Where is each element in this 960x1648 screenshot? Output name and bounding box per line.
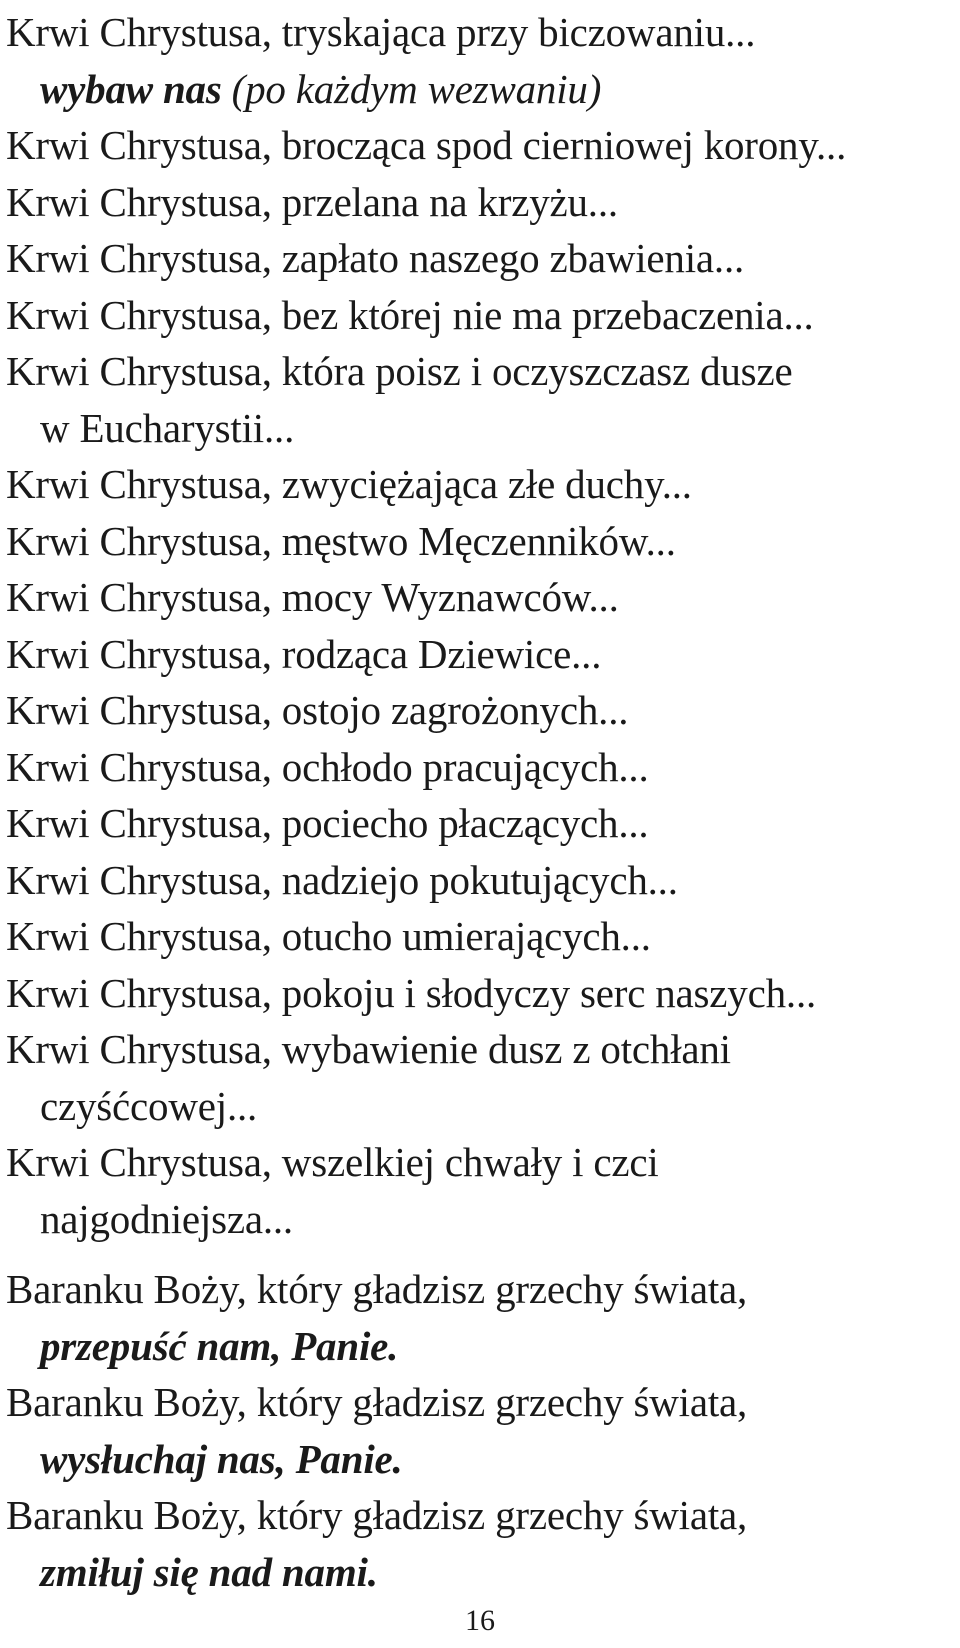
invocation-continuation: najgodniejsza...	[40, 1195, 293, 1242]
invocation-line: Krwi Chrystusa, zwyciężająca złe duchy...	[6, 461, 692, 507]
invocation-line: Krwi Chrystusa, która poisz i oczyszczasz dusze	[6, 348, 793, 394]
invocation-line: Krwi Chrystusa, pociecho płaczących...	[6, 800, 649, 846]
agnus-dei-response: zmiłuj się nad nami.	[40, 1548, 378, 1595]
agnus-dei-line: Baranku Boży, który gładzisz grzechy świata,	[6, 1492, 748, 1538]
invocation-line: Krwi Chrystusa, otucho umierających...	[6, 913, 651, 959]
invocation-line: Krwi Chrystusa, pokoju i słodyczy serc naszych...	[6, 969, 817, 1016]
agnus-dei-line: Baranku Boży, który gładzisz grzechy świata,	[6, 1266, 748, 1312]
litany-text	[6, 4, 956, 1600]
invocation-line: Krwi Chrystusa, tryskająca przy biczowaniu...	[6, 9, 756, 55]
invocation-line: Krwi Chrystusa, wybawienie dusz z otchłani	[6, 1026, 731, 1072]
response-line	[6, 61, 956, 118]
invocation-line: Krwi Chrystusa, ochłodo pracujących...	[6, 743, 649, 790]
section-gap	[6, 1247, 956, 1261]
invocation-line: Krwi Chrystusa, męstwo Męczenników...	[6, 517, 676, 564]
invocation-line: Krwi Chrystusa, brocząca spod cierniowej korony...	[6, 122, 847, 168]
invocation-line: Krwi Chrystusa, ostojo zagrożonych...	[6, 687, 629, 733]
invocation-continuation: w Eucharystii...	[40, 404, 295, 451]
invocation-line: Krwi Chrystusa, bez której nie ma przebaczenia...	[6, 291, 814, 338]
page-number: 16	[465, 1604, 495, 1637]
agnus-dei-response: przepuść nam, Panie.	[40, 1322, 399, 1369]
response-text: wybaw nas	[40, 65, 222, 112]
agnus-dei-line: Baranku Boży, który gładzisz grzechy świata,	[6, 1379, 748, 1425]
response-note: (po każdym wezwaniu)	[221, 65, 602, 112]
invocation-line: Krwi Chrystusa, zapłato naszego zbawienia...	[6, 235, 745, 281]
invocation-line: Krwi Chrystusa, nadziejo pokutujących...	[6, 856, 678, 903]
invocation-line: Krwi Chrystusa, wszelkiej chwały i czci	[6, 1139, 659, 1185]
agnus-dei-response: wysłuchaj nas, Panie.	[40, 1435, 403, 1482]
invocation-line: Krwi Chrystusa, rodząca Dziewice...	[6, 630, 602, 677]
invocation-line: Krwi Chrystusa, przelana na krzyżu...	[6, 178, 618, 225]
invocation-continuation: czyśćcowej...	[40, 1082, 258, 1129]
invocation-line: Krwi Chrystusa, mocy Wyznawców...	[6, 574, 619, 620]
